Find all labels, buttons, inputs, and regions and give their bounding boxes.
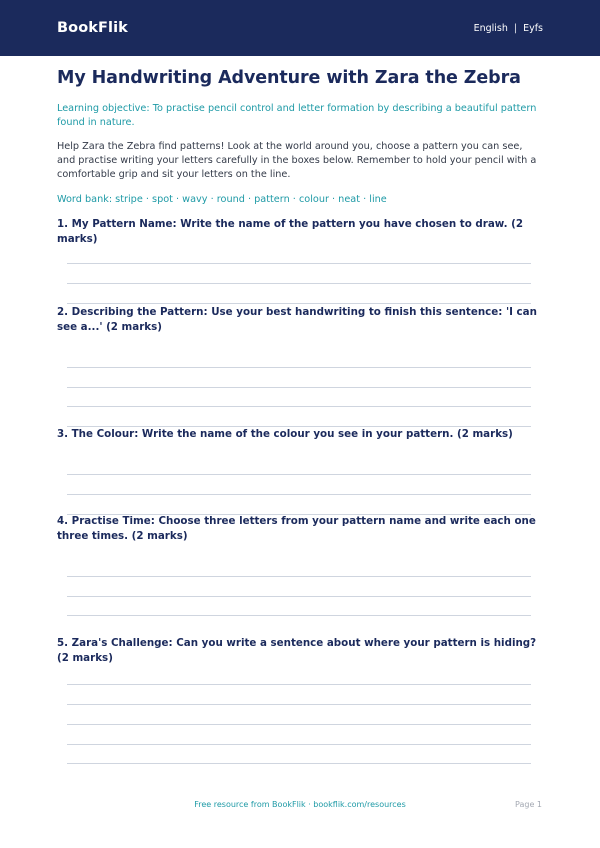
question-3 — [57, 427, 543, 442]
writing-line[interactable] — [67, 367, 531, 368]
language-separator: | — [513, 22, 518, 34]
writing-line[interactable] — [67, 615, 531, 616]
writing-line[interactable] — [67, 763, 531, 764]
brand-logo[interactable]: BookFlik — [57, 20, 128, 36]
language-selector — [474, 23, 543, 34]
page-number: Page 1 — [515, 800, 542, 809]
writing-line[interactable] — [67, 303, 531, 304]
word-bank: Word bank: stripe · spot · wavy · round · pattern · colour · neat · line — [57, 194, 387, 205]
worksheet-instructions: Help Zara the Zebra find patterns! Look at the world around you, choose a pattern you can see, and practise writing your letters carefully in the boxes below. Remember to hold your pencil with a comfortable grip and sit your letters on the line. — [57, 141, 537, 180]
writing-line[interactable] — [67, 387, 531, 388]
writing-line[interactable] — [67, 724, 531, 725]
writing-line[interactable] — [67, 406, 531, 407]
question-5-text: 5. Zara's Challenge: Can you write a sentence about where your pattern is hiding? (2 marks) — [57, 637, 537, 664]
learning-objective: Learning objective: To practise pencil control and letter formation by describing a beautiful pattern found in nature. — [57, 103, 537, 128]
question-2 — [57, 305, 543, 335]
writing-line[interactable] — [67, 576, 531, 577]
question-2-text: 2. Describing the Pattern: Use your best handwriting to finish this sentence: 'I can see a...' (2 marks) — [57, 306, 537, 333]
worksheet-content — [57, 56, 543, 664]
footer-resource-link[interactable]: Free resource from BookFlik · bookflik.com/resources — [194, 800, 406, 809]
worksheet-title: My Handwriting Adventure with Zara the Zebra — [57, 68, 521, 88]
question-5 — [57, 636, 543, 666]
question-1 — [57, 217, 543, 247]
writing-line[interactable] — [67, 596, 531, 597]
question-4-text: 4. Practise Time: Choose three letters from your pattern name and write each one three times. (2 marks) — [57, 515, 536, 542]
page-footer — [0, 800, 600, 814]
language-english-link[interactable]: English — [473, 22, 508, 34]
writing-line[interactable] — [67, 494, 531, 495]
writing-line[interactable] — [67, 263, 531, 264]
level-eyfs-link[interactable]: Eyfs — [523, 22, 543, 34]
question-3-text: 3. The Colour: Write the name of the colour you see in your pattern. (2 marks) — [57, 428, 513, 440]
writing-line[interactable] — [67, 283, 531, 284]
writing-line[interactable] — [67, 744, 531, 745]
site-header — [0, 0, 600, 56]
writing-line[interactable] — [67, 474, 531, 475]
question-4 — [57, 514, 543, 544]
question-1-text: 1. My Pattern Name: Write the name of the pattern you have chosen to draw. (2 marks) — [57, 218, 523, 245]
writing-line[interactable] — [67, 684, 531, 685]
writing-line[interactable] — [67, 704, 531, 705]
